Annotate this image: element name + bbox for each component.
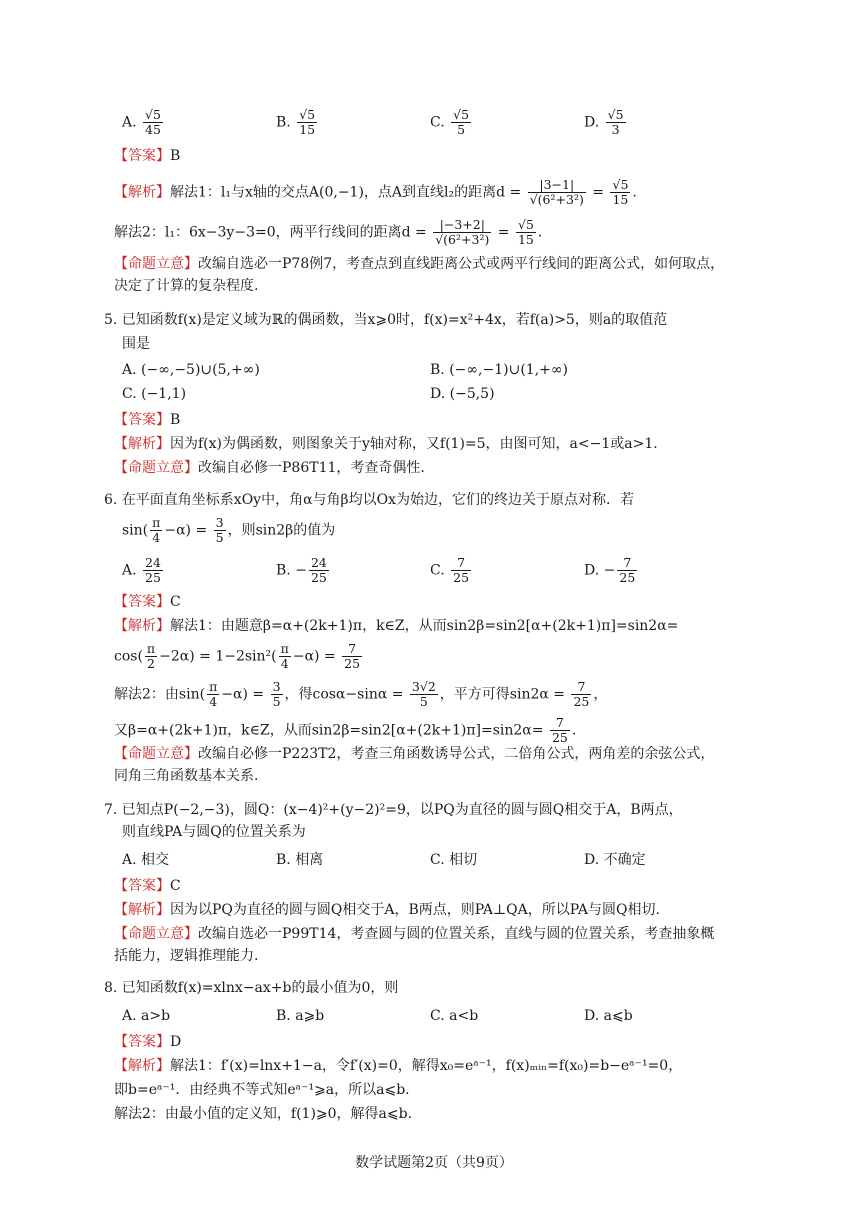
q7-stem-line-1: 7. 已知点P(−2,−3)，圆Q：(x−4)²+(y−2)²=9，以PQ为直径的圆与圆Q相交于A，B两点， [104,802,683,818]
q8-option-a: A. a>b [122,1008,171,1024]
q6-stem-line-2: sin( $\frac{\pi}{4}$ −α) = $\frac{3}{5}$ ，则sin2β的值为 [122,515,336,545]
q7-option-c: C. 相切 [430,852,478,868]
page-footer: 数学试题第2页（共9页） [355,1155,513,1171]
q5-stem-line-1: 5. 已知函数f(x)是定义域为ℝ的偶函数，当x⩾0时，f(x)=x²+4x，若f(a)>5，则a的取值范 [104,312,668,328]
q6-intent-line-2: 同角三角函数基本关系. [114,768,259,784]
q8-option-c: C. a<b [430,1008,479,1024]
q4-option-c: C. $\frac{√5}{5}$ [430,107,470,137]
q7-stem-line-2: 则直线PA与圆Q的位置关系为 [122,824,306,840]
q4-option-a: A. $\frac{√5}{45}$ [122,107,161,137]
q6-solution-3: 又β=α+(2k+1)π，k∈Z，从而sin2β=sin2[α+(2k+1)π]=sin2α= $\frac{7}{25}$ . [114,715,577,745]
q8-stem: 8. 已知函数f(x)=xlnx−ax+b的最小值为0，则 [104,980,399,996]
q6-intent-line-1: 【命题立意】改编自必修一P223T2，考查三角函数诱导公式，二倍角公式，两角差的余弦公式， [114,746,715,762]
q5-stem-line-2: 围是 [122,336,150,352]
q7-intent-line-1: 【命题立意】改编自选必一P99T14，考查圆与圆的位置关系，直线与圆的位置关系，考查抽象概 [114,926,715,942]
q5-option-d: D. (−5,5) [430,386,495,402]
q4-answer: 【答案】B [114,148,181,164]
q6-option-a: A. $\frac{24}{25}$ [122,555,161,585]
q5-option-a: A. (−∞,−5)∪(5,+∞) [122,362,260,378]
q4-solution-1: 【解析】解法1：l₁与x轴的交点A(0,−1)，点A到直线l₂的距离d = $\frac{|3-1|}{\text{√(6²+3²)}}$ = $\frac{√5}{15}$ . [114,177,637,207]
q4-intent-line-2: 决定了计算的复杂程度. [114,278,259,294]
q4-option-d: D. $\frac{√5}{3}$ [584,107,624,137]
q8-solution-2: 解法2：由最小值的定义知，f(1)⩾0，解得a⩽b. [114,1106,413,1122]
q8-answer: 【答案】D [114,1034,182,1050]
q5-answer: 【答案】B [114,412,181,428]
q4-solution-2: 解法2：l₁：6x−3y−3=0，两平行线间的距离d = $\frac{|-3+2|}{\text{√(6²+3²)}}$ = $\frac{√5}{15}$ . [114,217,543,247]
q6-option-c: C. $\frac{7}{25}$ [430,555,470,585]
q8-option-b: B. a⩾b [276,1008,325,1024]
q6-solution-2: 解法2：由sin( $\frac{\pi}{4}$ −α) = $\frac{3}{5}$ ，得cosα−sinα = $\frac{3√2}{5}$ ，平方可得sin2α = $\frac{7}{25}$ ， [114,679,608,709]
q4-intent-line-1: 【命题立意】改编自选必一P78例7，考查点到直线距离公式或两平行线间的距离公式，如何取点， [114,256,725,272]
q8-option-d: D. a⩽b [584,1008,633,1024]
q7-option-d: D. 不确定 [584,852,646,868]
q6-solution-1a: 【解析】解法1：由题意β=α+(2k+1)π，k∈Z，从而sin2β=sin2[α+(2k+1)π]=sin2α= [114,618,679,634]
q6-stem-line-1: 6. 在平面直角坐标系xOy中，角α与角β均以Ox为始边，它们的终边关于原点对称．若 [104,492,635,508]
q4-option-b: B. $\frac{√5}{15}$ [276,107,316,137]
q7-analysis: 【解析】因为以PQ为直径的圆与圆Q相交于A，B两点，则PA⊥QA，所以PA与圆Q相切. [114,902,660,918]
q7-intent-line-2: 括能力，逻辑推理能力. [114,948,259,964]
q6-solution-1b: cos( $\frac{\pi}{2}$ −2α) = 1−2sin²( $\frac{\pi}{4}$ −α) = $\frac{7}{25}$ [114,641,361,671]
q5-analysis: 【解析】因为f(x)为偶函数，则图象关于y轴对称，又f(1)=5，由图可知，a<−1或a>1. [114,436,658,452]
q6-option-b: B. − $\frac{24}{25}$ [276,555,327,585]
q5-option-c: C. (−1,1) [122,386,187,402]
q7-answer: 【答案】C [114,878,181,894]
q6-answer: 【答案】C [114,594,181,610]
q7-option-b: B. 相离 [276,852,324,868]
q8-solution-1a: 【解析】解法1：f′(x)=lnx+1−a，令f′(x)=0，解得x₀=eᵃ⁻¹，f(x)ₘᵢₙ=f(x₀)=b−eᵃ⁻¹=0， [114,1058,683,1074]
q6-option-d: D. − $\frac{7}{25}$ [584,555,636,585]
q5-intent: 【命题立意】改编自必修一P86T11，考查奇偶性. [114,460,425,476]
q7-option-a: A. 相交 [122,852,170,868]
q5-option-b: B. (−∞,−1)∪(1,+∞) [430,362,568,378]
q8-solution-1b: 即b=eᵃ⁻¹．由经典不等式知eᵃ⁻¹⩾a，所以a⩽b. [114,1082,410,1098]
